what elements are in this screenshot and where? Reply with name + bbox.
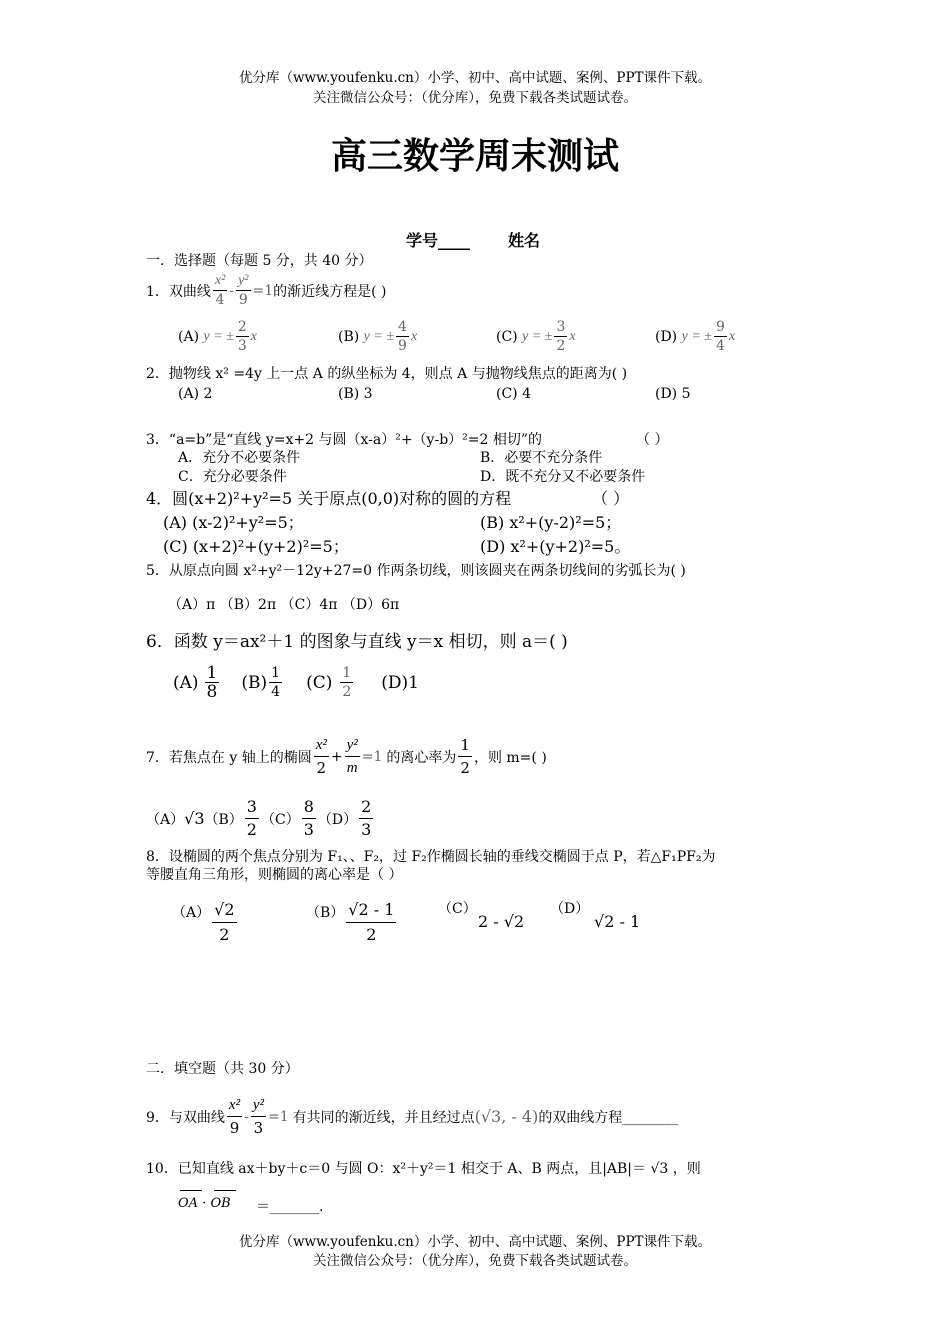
q6-opt-a-label: (A) (173, 672, 199, 693)
q1-eq: =1 (252, 282, 274, 299)
q4-paren: （ ） (592, 489, 630, 508)
q1-opt-c-label: (C) (496, 328, 518, 345)
question-8-line-1: 8．设椭圆的两个焦点分别为 F₁、、F₂，过 F₂作椭圆长轴的垂线交椭圆于点 P，若△F₁PF₂为 (146, 849, 716, 865)
q4-option-b: (B) x²+(y-2)²=5； (480, 513, 622, 532)
q10-vec-oa-arrow (180, 1190, 202, 1191)
q1-frac2-den: 9 (238, 292, 248, 308)
q1-option-d (655, 318, 735, 355)
q7-opt-c-label: （C） (260, 811, 300, 828)
q6-opt-b-num: 1 (271, 665, 281, 681)
q7-stem: 7．若焦点在 y 轴上的椭圆 (146, 749, 312, 766)
q6-opt-c-num: 1 (342, 665, 352, 681)
footer-line-1: 优分库（www.youfenku.cn）小学、初中、高中试题、案例、PPT课件下载。 (238, 1234, 712, 1250)
q4-option-d: (D) x²+(y+2)²=5。 (480, 537, 631, 556)
q7-opt-d-label: （D） (317, 811, 358, 828)
q9-point: (√3, - 4) (474, 1107, 539, 1126)
q1-option-c (496, 318, 576, 355)
q6-opt-b-den: 4 (271, 684, 281, 700)
q7-ecc-den: 2 (460, 759, 470, 777)
q8-opt-a-frac (212, 898, 236, 947)
q4-option-c: (C) (x+2)²+(y+2)²=5； (163, 537, 349, 556)
q6-opt-c-label: (C) (306, 672, 333, 693)
q8-option-c-label: （C） (438, 901, 477, 917)
q1-frac-x (213, 272, 227, 309)
page-title: 高三数学周末测试 (330, 135, 619, 177)
q1-frac-y (236, 272, 250, 309)
q5-options: （A）π （B）2π （C）4π （D）6π (168, 597, 400, 613)
q7-opt-a-value: √3 (184, 809, 205, 828)
q7-opt-c-num: 8 (302, 796, 316, 819)
q8-opt-a-den: 2 (219, 925, 230, 944)
q1-opt-d-num: 9 (715, 319, 725, 335)
q1-opt-c-den: 2 (556, 338, 566, 354)
q7-f1-num: x² (314, 734, 329, 757)
q1-frac1-num: x² (213, 272, 227, 291)
q6-opt-a-frac (205, 664, 220, 701)
q7-opt-d-num: 2 (359, 796, 373, 819)
question-5: 5．从原点向圆 x²+y²－12y+27=0 作两条切线，则该圆夹在两条切线间的劣弧长为( ) (146, 563, 686, 579)
q7-eq: =1 (361, 748, 383, 765)
section-2-heading: 二．填空题（共 30 分） (146, 1061, 299, 1077)
q9-mid: 有共同的渐近线，并且经过点 (292, 1109, 475, 1126)
q1-opt-c-num: 3 (556, 319, 566, 335)
q3-option-c: C．充分必要条件 (178, 469, 287, 485)
q9-eq: =1 (267, 1108, 289, 1125)
q1-opt-a-label: (A) (178, 328, 200, 345)
q7-opt-d-frac (359, 796, 373, 841)
q1-opt-a-num: 2 (237, 319, 247, 335)
q1-frac2-num: y² (236, 272, 250, 291)
q1-opt-c-pre: y = ± (522, 328, 553, 344)
q3-option-a: A．充分不必要条件 (178, 450, 301, 466)
question-3: 3．“a=b”是“直线 y=x+2 与圆（x-a）²+（y-b）²=2 相切”的 (146, 432, 543, 448)
q7-options (146, 796, 375, 841)
q8-opt-a-num: √2 (212, 898, 236, 923)
question-7 (146, 734, 547, 779)
q9-f2-num: y² (251, 1094, 266, 1117)
q6-opt-c-frac (340, 664, 353, 701)
q2-option-d: (D) 5 (655, 386, 691, 402)
q1-minus: - (229, 282, 235, 299)
q8-option-c-value: 2 - √2 (478, 912, 525, 931)
q9-frac-y (251, 1094, 266, 1139)
q1-opt-a-frac (236, 318, 249, 355)
q1-opt-d-frac (714, 318, 727, 355)
question-6: 6．函数 y＝ax²＋1 的图象与直线 y＝x 相切，则 a＝( ) (146, 632, 568, 652)
q7-ecc-frac (458, 734, 472, 779)
question-1 (146, 272, 387, 309)
q2-option-b: (B) 3 (338, 386, 373, 402)
q1-opt-c-frac (554, 318, 567, 355)
q7-opt-a-label: （A） (146, 811, 185, 828)
q8-opt-a-label: （A） (172, 904, 211, 921)
q7-frac-y (345, 734, 360, 779)
q8-opt-b-den: 2 (366, 925, 377, 944)
q6-opt-d-label: (D)1 (381, 672, 419, 693)
q9-f1-den: 9 (229, 1119, 240, 1137)
q1-opt-b-pre: y = ± (363, 328, 395, 344)
q7-opt-d-den: 3 (361, 820, 372, 839)
q8-option-a (172, 898, 239, 947)
q1-option-a (178, 318, 257, 355)
q1-opt-a-pre: y = ± (203, 328, 234, 344)
q1-opt-c-post: x (569, 328, 576, 344)
q8-option-d-label: （D） (550, 901, 590, 917)
question-9 (146, 1094, 678, 1139)
q8-option-d-value: √2 - 1 (594, 912, 641, 931)
question-4: 4．圆(x+2)²+y²=5 关于原点(0,0)对称的圆的方程 (146, 489, 512, 508)
header-line-2: 关注微信公众号：（优分库），免费下载各类试题试卷。 (313, 90, 637, 106)
q3-option-b: B．必要不充分条件 (480, 450, 603, 466)
q2-option-c: (C) 4 (496, 386, 531, 402)
q1-opt-d-label: (D) (655, 328, 678, 345)
q1-opt-b-label: (B) (338, 328, 360, 345)
q1-opt-b-frac (396, 318, 409, 355)
q6-options (173, 664, 419, 701)
q7-f1-den: 2 (316, 759, 327, 777)
footer-line-2: 关注微信公众号：（优分库），免费下载各类试题试卷。 (313, 1253, 637, 1269)
q7-ecc-num: 1 (458, 734, 472, 757)
q6-opt-a-den: 8 (206, 682, 218, 702)
header-line-1: 优分库（www.youfenku.cn）小学、初中、高中试题、案例、PPT课件下载。 (238, 70, 712, 86)
q7-plus: + (330, 748, 343, 765)
q8-option-b (306, 898, 398, 947)
q7-tail: ，则 m=( ) (473, 749, 547, 766)
q7-f2-den: m (346, 760, 358, 776)
q7-frac-x (314, 734, 329, 779)
q3-paren: （ ） (636, 432, 669, 448)
q2-option-a: (A) 2 (178, 386, 213, 402)
q7-f2-num: y² (345, 734, 360, 757)
student-id-label: 学号____ (406, 231, 471, 250)
q6-opt-b-label: (B) (241, 672, 268, 693)
q7-mid: 的离心率为 (386, 749, 457, 766)
q9-tail: 的双曲线方程________ (538, 1109, 679, 1126)
q6-opt-c-den: 2 (342, 684, 352, 700)
q9-f1-num: x² (227, 1094, 242, 1117)
q1-opt-b-post: x (410, 328, 418, 344)
q7-opt-b-den: 2 (246, 820, 257, 839)
section-1-heading: 一．选择题（每题 5 分，共 40 分） (146, 253, 373, 269)
q8-opt-b-label: （B） (306, 904, 345, 921)
q1-opt-b-den: 9 (398, 338, 407, 354)
student-name-label: 姓名 (508, 231, 541, 250)
q7-opt-c-frac (302, 796, 316, 841)
question-10: 10．已知直线 ax＋by＋c＝0 与圆 O：x²＋y²＝1 相交于 A、B 两点，且|AB|＝ √3 ，则 (146, 1161, 701, 1177)
q9-f2-den: 3 (253, 1119, 264, 1137)
q9-minus: - (244, 1108, 249, 1125)
q10-vector-product: OA · OB (178, 1196, 231, 1211)
q1-opt-b-num: 4 (398, 319, 407, 335)
q10-blank: ＝_______. (256, 1199, 324, 1215)
q10-vec-ob-arrow (214, 1190, 236, 1191)
q1-opt-a-post: x (250, 328, 257, 344)
q1-opt-d-pre: y = ± (681, 328, 712, 344)
q3-option-d: D．既不充分又不必要条件 (480, 469, 646, 485)
q9-frac-x (227, 1094, 242, 1139)
q7-opt-b-label: （B） (204, 811, 243, 828)
q8-opt-b-num: √2 - 1 (346, 898, 396, 923)
q1-stem: 1．双曲线 (146, 283, 211, 300)
q1-opt-d-post: x (728, 328, 736, 344)
question-8-line-2: 等腰直角三角形，则椭圆的离心率是（ ） (146, 867, 403, 883)
q9-stem: 9．与双曲线 (146, 1109, 225, 1126)
q1-opt-a-den: 3 (237, 338, 247, 354)
question-2: 2．抛物线 x² =4y 上一点 A 的纵坐标为 4，则点 A 与抛物线焦点的距离为( ) (146, 366, 628, 382)
q1-frac1-den: 4 (215, 292, 225, 308)
q1-tail: 的渐近线方程是( ) (273, 283, 387, 300)
q7-opt-b-num: 3 (245, 796, 259, 819)
q1-opt-d-den: 4 (715, 338, 725, 354)
q7-opt-c-den: 3 (303, 820, 314, 839)
q6-opt-a-num: 1 (206, 663, 218, 683)
q6-opt-b-frac (269, 664, 282, 701)
q1-option-b (338, 318, 417, 355)
q8-opt-b-frac (346, 898, 396, 947)
q7-opt-b-frac (245, 796, 259, 841)
q4-option-a: (A) (x-2)²+y²=5； (163, 513, 304, 532)
